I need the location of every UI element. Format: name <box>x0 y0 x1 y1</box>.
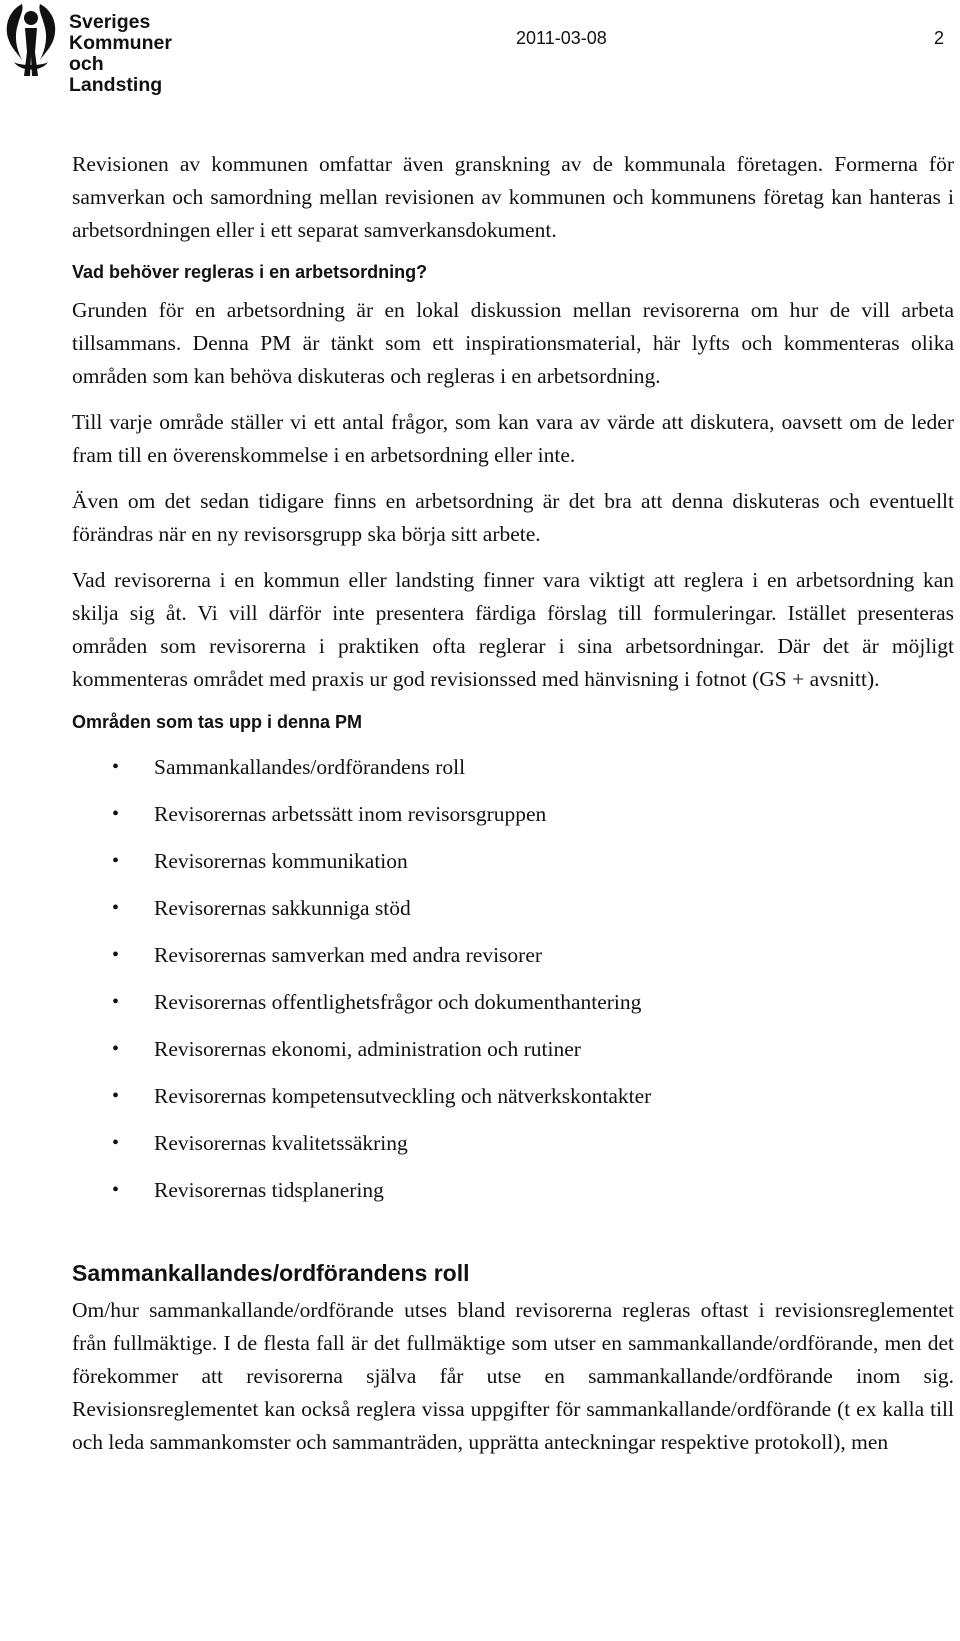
list-item <box>72 987 954 1034</box>
list-item-text: Revisorernas arbetssätt inom revisorsgruppen <box>154 802 547 826</box>
list-item <box>72 799 954 846</box>
document-date: 2011-03-08 <box>516 28 607 48</box>
list-item-text: Revisorernas samverkan med andra revisorer <box>154 943 543 967</box>
paragraph-existing-order: Även om det sedan tidigare finns en arbetsordning är det bra att denna diskuteras och eventuellt förändras när en ny revisorsgrupp ska börja sitt arbete. <box>72 489 954 546</box>
topics-list <box>72 752 954 1222</box>
list-item-text: Revisorernas kommunikation <box>154 849 408 873</box>
organization-logo <box>0 0 200 96</box>
list-item <box>72 1175 954 1222</box>
bullet-icon: • <box>112 944 120 966</box>
logo-emblem-icon <box>0 0 62 80</box>
list-item <box>72 1034 954 1081</box>
list-item <box>72 1128 954 1175</box>
bullet-icon: • <box>112 1132 120 1154</box>
section-title: Sammankallandes/ordförandens roll <box>72 1260 470 1286</box>
list-item-text: Revisorernas offentlighetsfrågor och dokumenthantering <box>154 990 642 1014</box>
list-item-text: Revisorernas kompetensutveckling och nätverkskontakter <box>154 1084 652 1108</box>
subheading-what-to-regulate: Vad behöver regleras i en arbetsordning? <box>72 262 428 282</box>
subheading-topics: Områden som tas upp i denna PM <box>72 712 363 732</box>
list-item-text: Sammankallandes/ordförandens roll <box>154 755 466 779</box>
paragraph-practice: Vad revisorerna i en kommun eller landsting finner vara viktigt att reglera i en arbetsordning kan skilja sig åt. Vi vill därför inte presentera färdiga förslag till formuleringar. Istället presenteras områden som revisorerna i praktiken ofta reglerar i sina arbetsordningar. Där det är möjligt kommenteras området med praxis ur god revisionssed med hänvisning i fotnot (GS + avsnitt). <box>72 568 954 691</box>
bullet-icon: • <box>112 756 120 778</box>
bullet-icon: • <box>112 850 120 872</box>
list-item-text: Revisorernas sakkunniga stöd <box>154 896 411 920</box>
logo-line-2: Kommuner <box>69 32 172 54</box>
list-item-text: Revisorernas tidsplanering <box>154 1178 384 1202</box>
paragraph-questions: Till varje område ställer vi ett antal frågor, som kan vara av värde att diskutera, oavsett om de leder fram till en överenskommelse i en arbetsordning eller inte. <box>72 410 954 467</box>
bullet-icon: • <box>112 1085 120 1107</box>
logo-line-1: Sveriges <box>69 11 151 33</box>
list-item-text: Revisorernas kvalitetssäkring <box>154 1131 408 1155</box>
document-body <box>72 148 954 1472</box>
bullet-icon: • <box>112 803 120 825</box>
paragraph-chair-role: Om/hur sammankallande/ordförande utses bland revisorerna regleras oftast i revisionsreglementet från fullmäktige. I de flesta fall är det fullmäktige som utser en sammankallande/ordförande, men det förekommer att revisorerna själva får utse en sammankallande/ordförande inom sig. Revisionsreglementet kan också reglera vissa uppgifter för sammankallande/ordförande (t ex kalla till och leda sammankomster och sammanträden, upprätta anteckningar respektive protokoll), men <box>72 1298 954 1454</box>
logo-line-3: och Landsting <box>69 53 163 96</box>
list-item <box>72 846 954 893</box>
list-item <box>72 1081 954 1128</box>
page-number: 2 <box>934 28 945 48</box>
logo-wordmark <box>69 12 200 96</box>
bullet-icon: • <box>112 1179 120 1201</box>
bullet-icon: • <box>112 897 120 919</box>
list-item-text: Revisorernas ekonomi, administration och rutiner <box>154 1037 581 1061</box>
bullet-icon: • <box>112 991 120 1013</box>
bullet-icon: • <box>112 1038 120 1060</box>
list-item <box>72 893 954 940</box>
paragraph-intro: Revisionen av kommunen omfattar även granskning av de kommunala företagen. Formerna för samverkan och samordning mellan revisionen av kommunen och kommunens företag kan hanteras i arbetsordningen eller i ett separat samverkansdokument. <box>72 152 954 242</box>
list-item <box>72 940 954 987</box>
list-item <box>72 752 954 799</box>
paragraph-basis: Grunden för en arbetsordning är en lokal diskussion mellan revisorerna om hur de vill arbeta tillsammans. Denna PM är tänkt som ett inspirationsmaterial, här lyfts och kommenteras olika områden som kan behöva diskuteras och regleras i en arbetsordning. <box>72 298 954 388</box>
